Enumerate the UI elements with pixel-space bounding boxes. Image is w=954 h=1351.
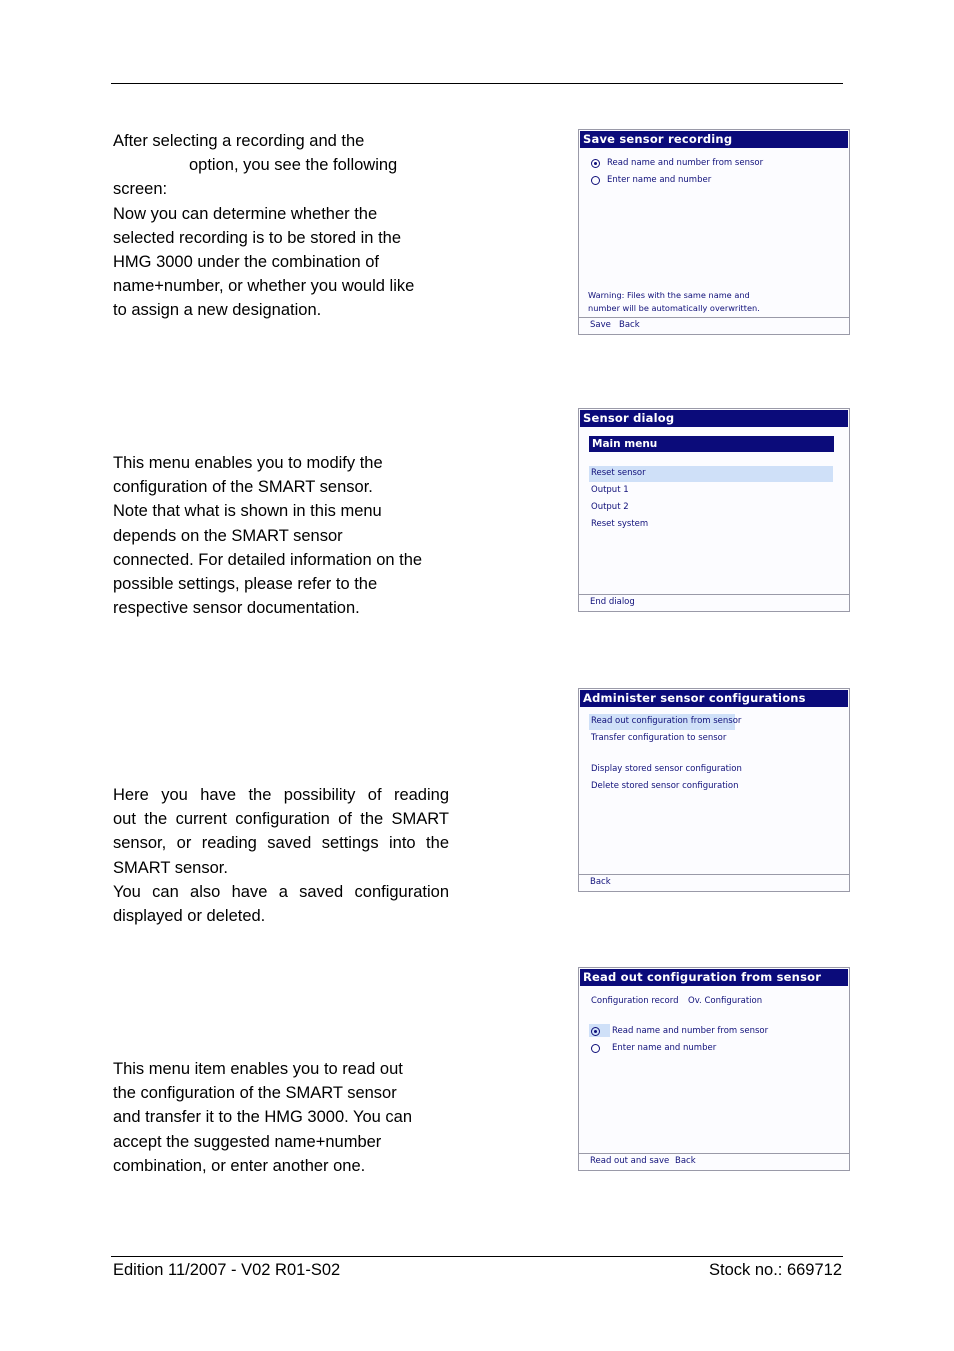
back-button[interactable]: Back <box>590 877 611 887</box>
radio-selected-icon[interactable] <box>591 159 600 168</box>
radio-icon[interactable] <box>591 1044 600 1053</box>
screen-title: Save sensor recording <box>580 131 848 148</box>
menu-item-reset-sensor[interactable]: Reset sensor <box>591 468 646 478</box>
radio-icon[interactable] <box>591 176 600 185</box>
screenshot-administer-configurations <box>578 688 850 892</box>
text-line: SMART sensor. <box>113 858 228 877</box>
status-bar <box>579 317 849 334</box>
back-button[interactable]: Back <box>675 1156 696 1166</box>
end-dialog-button[interactable]: End dialog <box>590 597 635 607</box>
menu-item-read-out[interactable]: Read out configuration from sensor <box>591 716 742 726</box>
text-line: accept the suggested name+number <box>113 1132 382 1151</box>
menu-item-display[interactable]: Display stored sensor configuration <box>591 764 742 774</box>
text-line: combination, or enter another one. <box>113 1156 366 1175</box>
text-line: Now you can determine whether the <box>113 204 378 223</box>
menu-item-reset-system[interactable]: Reset system <box>591 519 649 529</box>
record-value[interactable]: Ov. Configuration <box>688 996 763 1006</box>
header-rule <box>111 83 843 84</box>
option-enter-name[interactable]: Enter name and number <box>607 175 712 185</box>
section-admin-text <box>113 783 449 928</box>
text-line: out the current configuration of the SMART <box>113 810 449 829</box>
radio-selected-icon[interactable] <box>591 1027 600 1036</box>
option-read-from-sensor[interactable]: Read name and number from sensor <box>607 158 764 168</box>
stock-number-text: Stock no.: 669712 <box>708 1261 842 1279</box>
text-line: This menu item enables you to read out <box>113 1060 403 1078</box>
text-line: configuration of the SMART sensor. <box>113 478 373 497</box>
text-line: depends on the SMART sensor <box>113 526 343 545</box>
warning-line: Warning: Files with the same name and <box>588 290 750 300</box>
save-button[interactable]: Save <box>590 320 611 330</box>
menu-item-output-1[interactable]: Output 1 <box>591 485 629 495</box>
text-line: screen: <box>113 180 168 199</box>
submenu-header: Main menu <box>589 436 834 452</box>
text-line: Note that what is shown in this menu <box>113 502 382 521</box>
text-line: respective sensor documentation. <box>113 599 360 618</box>
text-line: This menu enables you to modify the <box>113 454 383 472</box>
screenshot-sensor-dialog <box>578 408 850 612</box>
section-save-text <box>113 129 449 323</box>
text-line: name+number, or whether you would like <box>113 277 415 296</box>
text-line: displayed or deleted. <box>113 907 266 926</box>
status-bar <box>579 594 849 611</box>
screenshot-read-out-configuration <box>578 967 850 1171</box>
section-readout-text <box>113 1057 449 1178</box>
text-line: and transfer it to the HMG 3000. You can <box>113 1108 413 1127</box>
menu-item-transfer[interactable]: Transfer configuration to sensor <box>591 733 727 743</box>
option-read-from-sensor[interactable]: Read name and number from sensor <box>612 1026 769 1036</box>
status-bar <box>579 874 849 891</box>
footer-rule <box>111 1256 843 1257</box>
screen-title: Sensor dialog <box>580 410 848 427</box>
text-line: You can also have a saved configuration <box>113 882 449 901</box>
read-out-and-save-button[interactable]: Read out and save <box>590 1156 670 1166</box>
screenshot-save-sensor-recording <box>578 129 850 335</box>
menu-item-delete[interactable]: Delete stored sensor configuration <box>591 781 739 791</box>
text-line: sensor, or reading saved settings into the <box>113 834 449 853</box>
menu-item-output-2[interactable]: Output 2 <box>591 502 629 512</box>
record-label: Configuration record <box>591 996 679 1006</box>
screen-title: Read out configuration from sensor <box>580 969 848 986</box>
text-line: possible settings, please refer to the <box>113 575 378 594</box>
text-line: option, you see the following <box>189 156 398 175</box>
text-line: After selecting a recording and the <box>113 132 365 150</box>
text-line: Here you have the possibility of reading <box>113 786 449 804</box>
text-line: the configuration of the SMART sensor <box>113 1084 397 1103</box>
screen-title: Administer sensor configurations <box>580 690 848 707</box>
text-line: to assign a new designation. <box>113 301 322 320</box>
section-dialog-text <box>113 451 449 620</box>
status-bar <box>579 1153 849 1170</box>
text-line: selected recording is to be stored in the <box>113 228 402 247</box>
edition-text: Edition 11/2007 - V02 R01-S02 <box>113 1261 341 1279</box>
warning-line: number will be automatically overwritten. <box>588 302 760 313</box>
back-button[interactable]: Back <box>619 320 640 330</box>
warning-text <box>588 289 760 314</box>
option-enter-name[interactable]: Enter name and number <box>612 1043 717 1053</box>
text-line: HMG 3000 under the combination of <box>113 253 379 272</box>
text-line: connected. For detailed information on the <box>113 550 423 569</box>
